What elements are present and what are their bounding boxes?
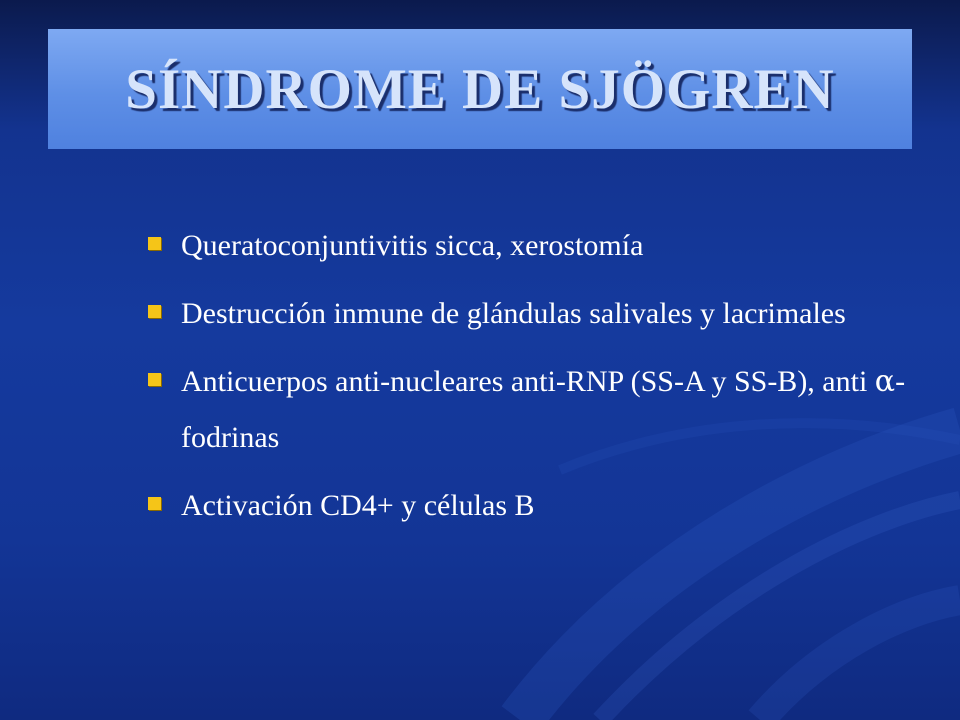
alpha-symbol: α [874, 364, 896, 399]
title-bar [48, 29, 912, 149]
bullet-list [148, 218, 908, 546]
list-item [148, 478, 908, 534]
bullet-text: Anticuerpos anti-nucleares anti-RNP (SS-A y SS-B), anti [181, 365, 875, 398]
square-bullet-icon [148, 305, 161, 318]
bullet-text: Queratoconjuntivitis sicca, xerostomía [181, 229, 644, 262]
square-bullet-icon [148, 237, 161, 250]
bullet-text: Activación CD4+ y células B [181, 489, 535, 522]
slide-title: SÍNDROME DE SJÖGREN [125, 57, 835, 121]
bullet-text: Destrucción inmune de glándulas salivales y lacrimales [181, 297, 846, 330]
list-item [148, 354, 908, 466]
square-bullet-icon [148, 497, 161, 510]
list-item [148, 218, 908, 274]
square-bullet-icon [148, 373, 161, 386]
bullet-text-suffix: -fodrinas [181, 365, 906, 454]
list-item [148, 286, 908, 342]
